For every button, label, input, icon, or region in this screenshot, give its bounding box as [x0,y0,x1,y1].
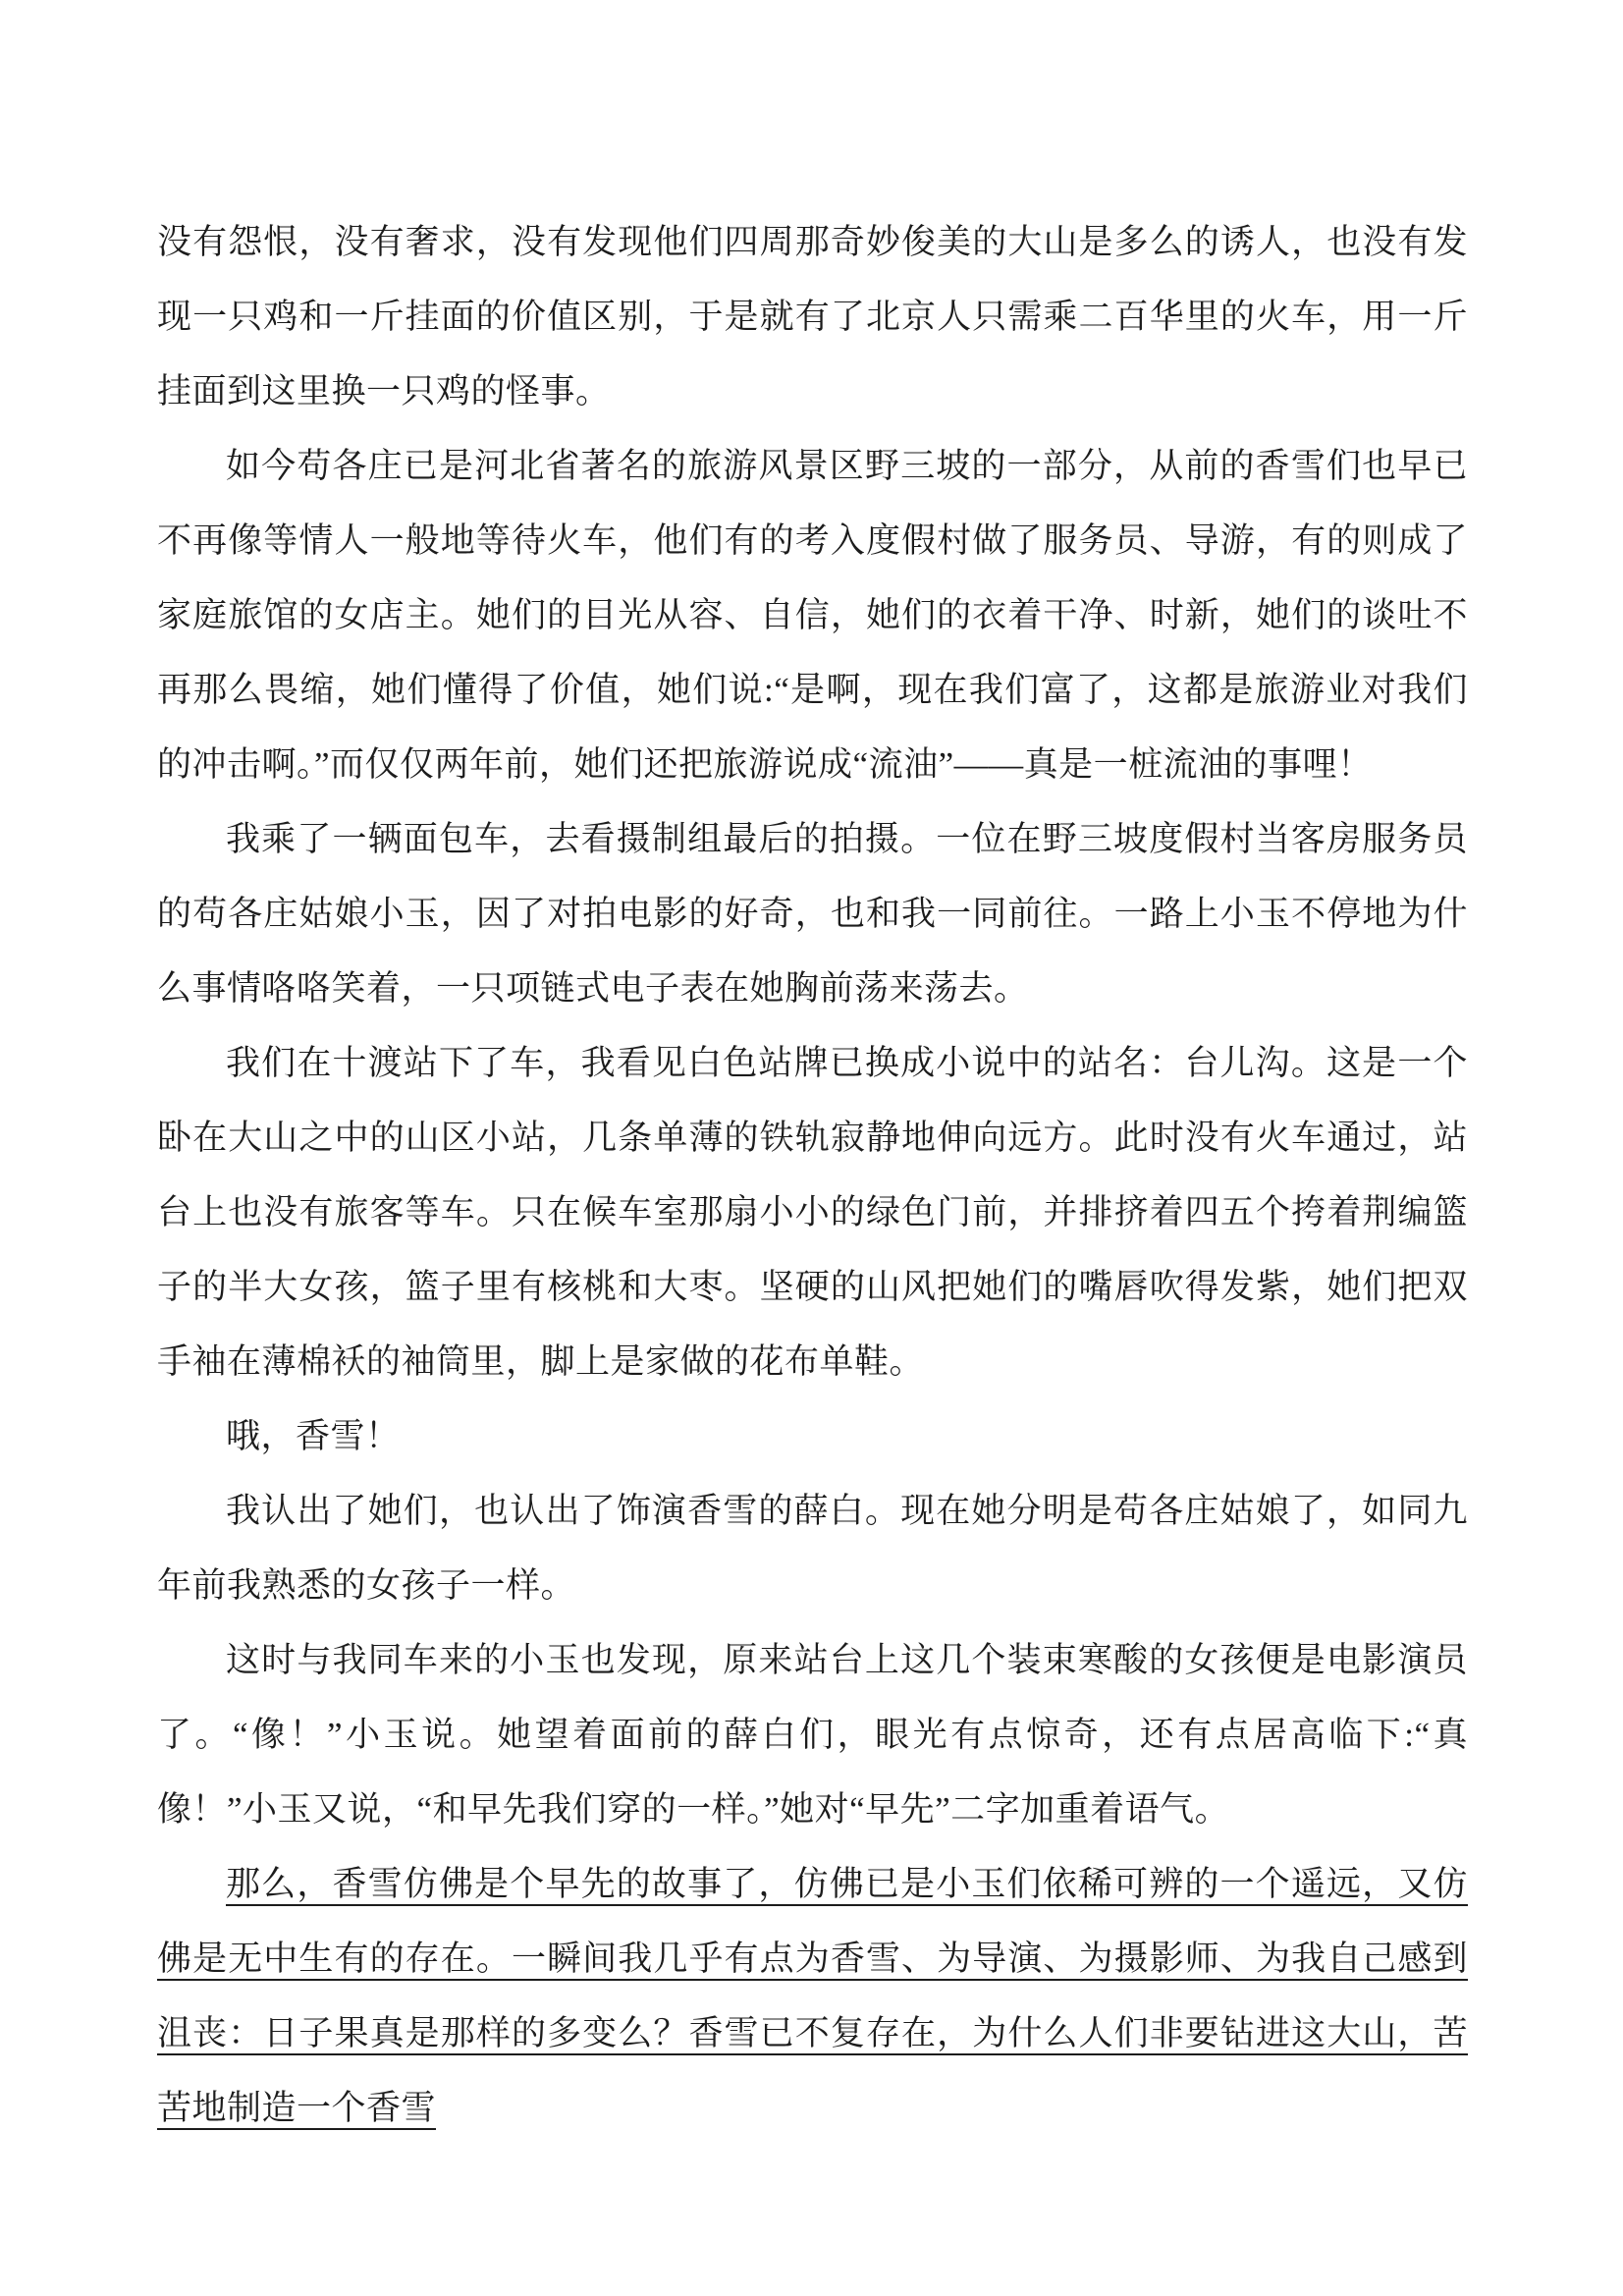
paragraph-8-underlined: 那么，香雪仿佛是个早先的故事了，仿佛已是小玉们依稀可辨的一个遥远，又仿佛是无中生有的存在。一瞬间我几乎有点为香雪、为导演、为摄影师、为我自己感到沮丧：日子果真是那样的多变么？香雪已不复存在，为什么人们非要钻进这大山，苦苦地制造一个香雪 [157,1865,1468,2127]
paragraph-5: 哦，香雪！ [226,1417,401,1455]
paragraph-7: 这时与我同车来的小玉也发现，原来站台上这几个装束寒酸的女孩便是电影演员了。“像！”小玉说。她望着面前的薛白们，眼光有点惊奇，还有点居高临下:“真像！”小玉又说，“和早先我们穿的一样。”她对“早先”二字加重着语气。 [157,1641,1468,1829]
paragraph-1: 没有怨恨，没有奢求，没有发现他们四周那奇妙俊美的大山是多么的诱人，也没有发现一只鸡和一斤挂面的价值区别，于是就有了北京人只需乘二百华里的火车，用一斤挂面到这里换一只鸡的怪事。 [157,223,1468,410]
paragraph-6: 我认出了她们，也认出了饰演香雪的薛白。现在她分明是苟各庄姑娘了，如同九年前我熟悉的女孩子一样。 [157,1492,1468,1605]
paragraph-3: 我乘了一辆面包车，去看摄制组最后的拍摄。一位在野三坡度假村当客房服务员的苟各庄姑娘小玉，因了对拍电影的好奇，也和我一同前往。一路上小玉不停地为什么事情咯咯笑着，一只项链式电子表在她胸前荡来荡去。 [157,820,1468,1008]
paragraph-4: 我们在十渡站下了车，我看见白色站牌已换成小说中的站名：台儿沟。这是一个卧在大山之中的山区小站，几条单薄的铁轨寂静地伸向远方。此时没有火车通过，站台上也没有旅客等车。只在候车室那扇小小的绿色门前，并排挤着四五个挎着荆编篮子的半大女孩，篮子里有核桃和大枣。坚硬的山风把她们的嘴唇吹得发紫，她们把双手袖在薄棉袄的袖筒里，脚上是家做的花布单鞋。 [157,1044,1468,1381]
paragraph-2: 如今苟各庄已是河北省著名的旅游风景区野三坡的一部分，从前的香雪们也早已不再像等情人一般地等待火车，他们有的考入度假村做了服务员、导游，有的则成了家庭旅馆的女店主。她们的目光从容、自信，她们的衣着干净、时新，她们的谈吐不再那么畏缩，她们懂得了价值，她们说:“是啊，现在我们富了，这都是旅游业对我们的冲击啊。”而仅仅两年前，她们还把旅游说成“流油”——真是一桩流油的事哩！ [157,447,1468,784]
